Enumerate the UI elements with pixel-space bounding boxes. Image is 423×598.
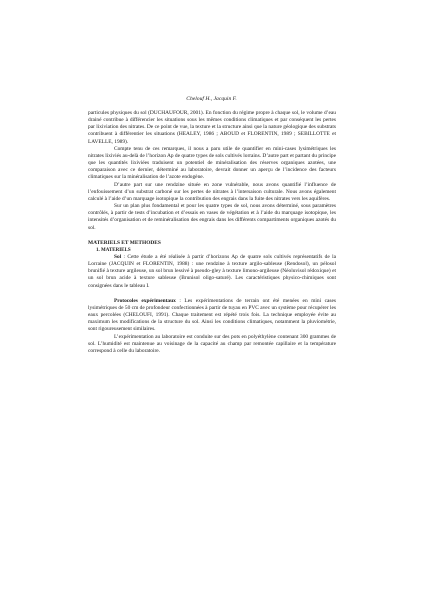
paragraph-3: D’autre part sur une rendzine située en zone vulnérable, nous avons quantifié l’influence de l’enfouissement d’un substrat carboné sur les pertes de nitrates à l’intersaison culturale. Nous avons également calculé à l’aide d’un marquage isotopique la contribution des engrais dans la fuite des nitrates vers les aquifères. — [88, 181, 336, 202]
running-head: Chelouf H., Jacquin F. — [186, 96, 237, 102]
body-text — [88, 110, 336, 355]
paragraph-laboratoire: L’expérimentation au laboratoire est conduite sur des pots en polyéthylène contenant 300 grammes de sol. L’humidité est maintenue au voisinage de la capacité au champ par remontée capillaire et la température correspond à celle du laboratoire. — [88, 333, 336, 354]
sol-run-in-heading: Sol — [114, 253, 122, 260]
section-heading-materiels-methodes: MATERIELS ET METHODES — [88, 239, 161, 246]
sol-paragraph-text: : Cette étude a été réalisée à partir d’horizons Ap de quatre sols cultivés représentatifs de la Lorraine (JACQUIN et FLORENTIN, 1988) : une rendzine à texture argilo-sableuse (Rendosol), un pélosol brunifié à texture argileuse, un sol brun lessivé à pseudo-gley à texture limono-argileuse (Néoluvisol rédoxique) et un sol brun acide à texture sableuse (Brunisol oligo-saturé). Les caractéristiques physico-chimiques sont consignées dans le tableau I. — [88, 253, 336, 289]
subsection-heading-materiels: 1. MATERIELS — [96, 247, 131, 253]
paragraph-1: particules physiques du sol (DUCHAUFOUR, 2001). En fonction du régime propre à chaque sol, le volume d’eau drainé contribue à différencier les situations sous les mêmes conditions climatiques et par conséquent les pertes par lixiviation des nitrates. De ce point de vue, la texture et la structure ainsi que la nature géologique des substrats contribuent à différentier les situations (HEALEY, 1986 ; ABOUD et FLORENTIN, 1989 ; SEBILLOTTE et LAVELLE, 1989). — [88, 110, 336, 145]
protocoles-run-in-heading: Protocoles expérimentaux — [114, 297, 176, 304]
paragraph-protocoles — [88, 298, 336, 334]
paragraph-2: Compte tenu de ces remarques, il nous a paru utile de quantifier en mini-cases lysimétriques les nitrates lixiviés au-delà de l’horizon Ap de quatre types de sols cultivés lorrains. D’autre part et partant du principe que les quantités lixiviées traduisent un potentiel de minéralisation des réserves organiques azotées, une comparaison avec ce dernier, déterminé au laboratoire, devrait donner un aperçu de l’incidence des facteurs climatiques sur la minéralisation de l’azote endogène. — [88, 145, 336, 181]
protocoles-paragraph-text: : Les expérimentations de terrain ont été menées en mini cases lysimétriques de 50 cm de profondeur confectionnées à partir de tuyau en PVC avec un système pour récupérer les eaux percolées (CHELOUFI, 1991). Chaque traitement est répété trois fois. La technique employée évite au maximum les modifications de la structure du sol. Ainsi les conditions climatiques, notamment la pluviométrie, sont rigoureusement similaires. — [88, 297, 336, 333]
paragraph-gap — [88, 290, 336, 298]
paragraph-4: Sur un plan plus fondamental et pour les quatre types de sol, nous avons déterminé, sous paramètres contrôlés, à partir de tests d’incubation et d’essais en vases de végétation et à l’aide du marquage isotopique, les intensités d’organisation et de reminéralisation des engrais dans les différents compartiments organiques azotés du sol. — [88, 203, 336, 231]
paragraph-sol — [88, 254, 336, 290]
